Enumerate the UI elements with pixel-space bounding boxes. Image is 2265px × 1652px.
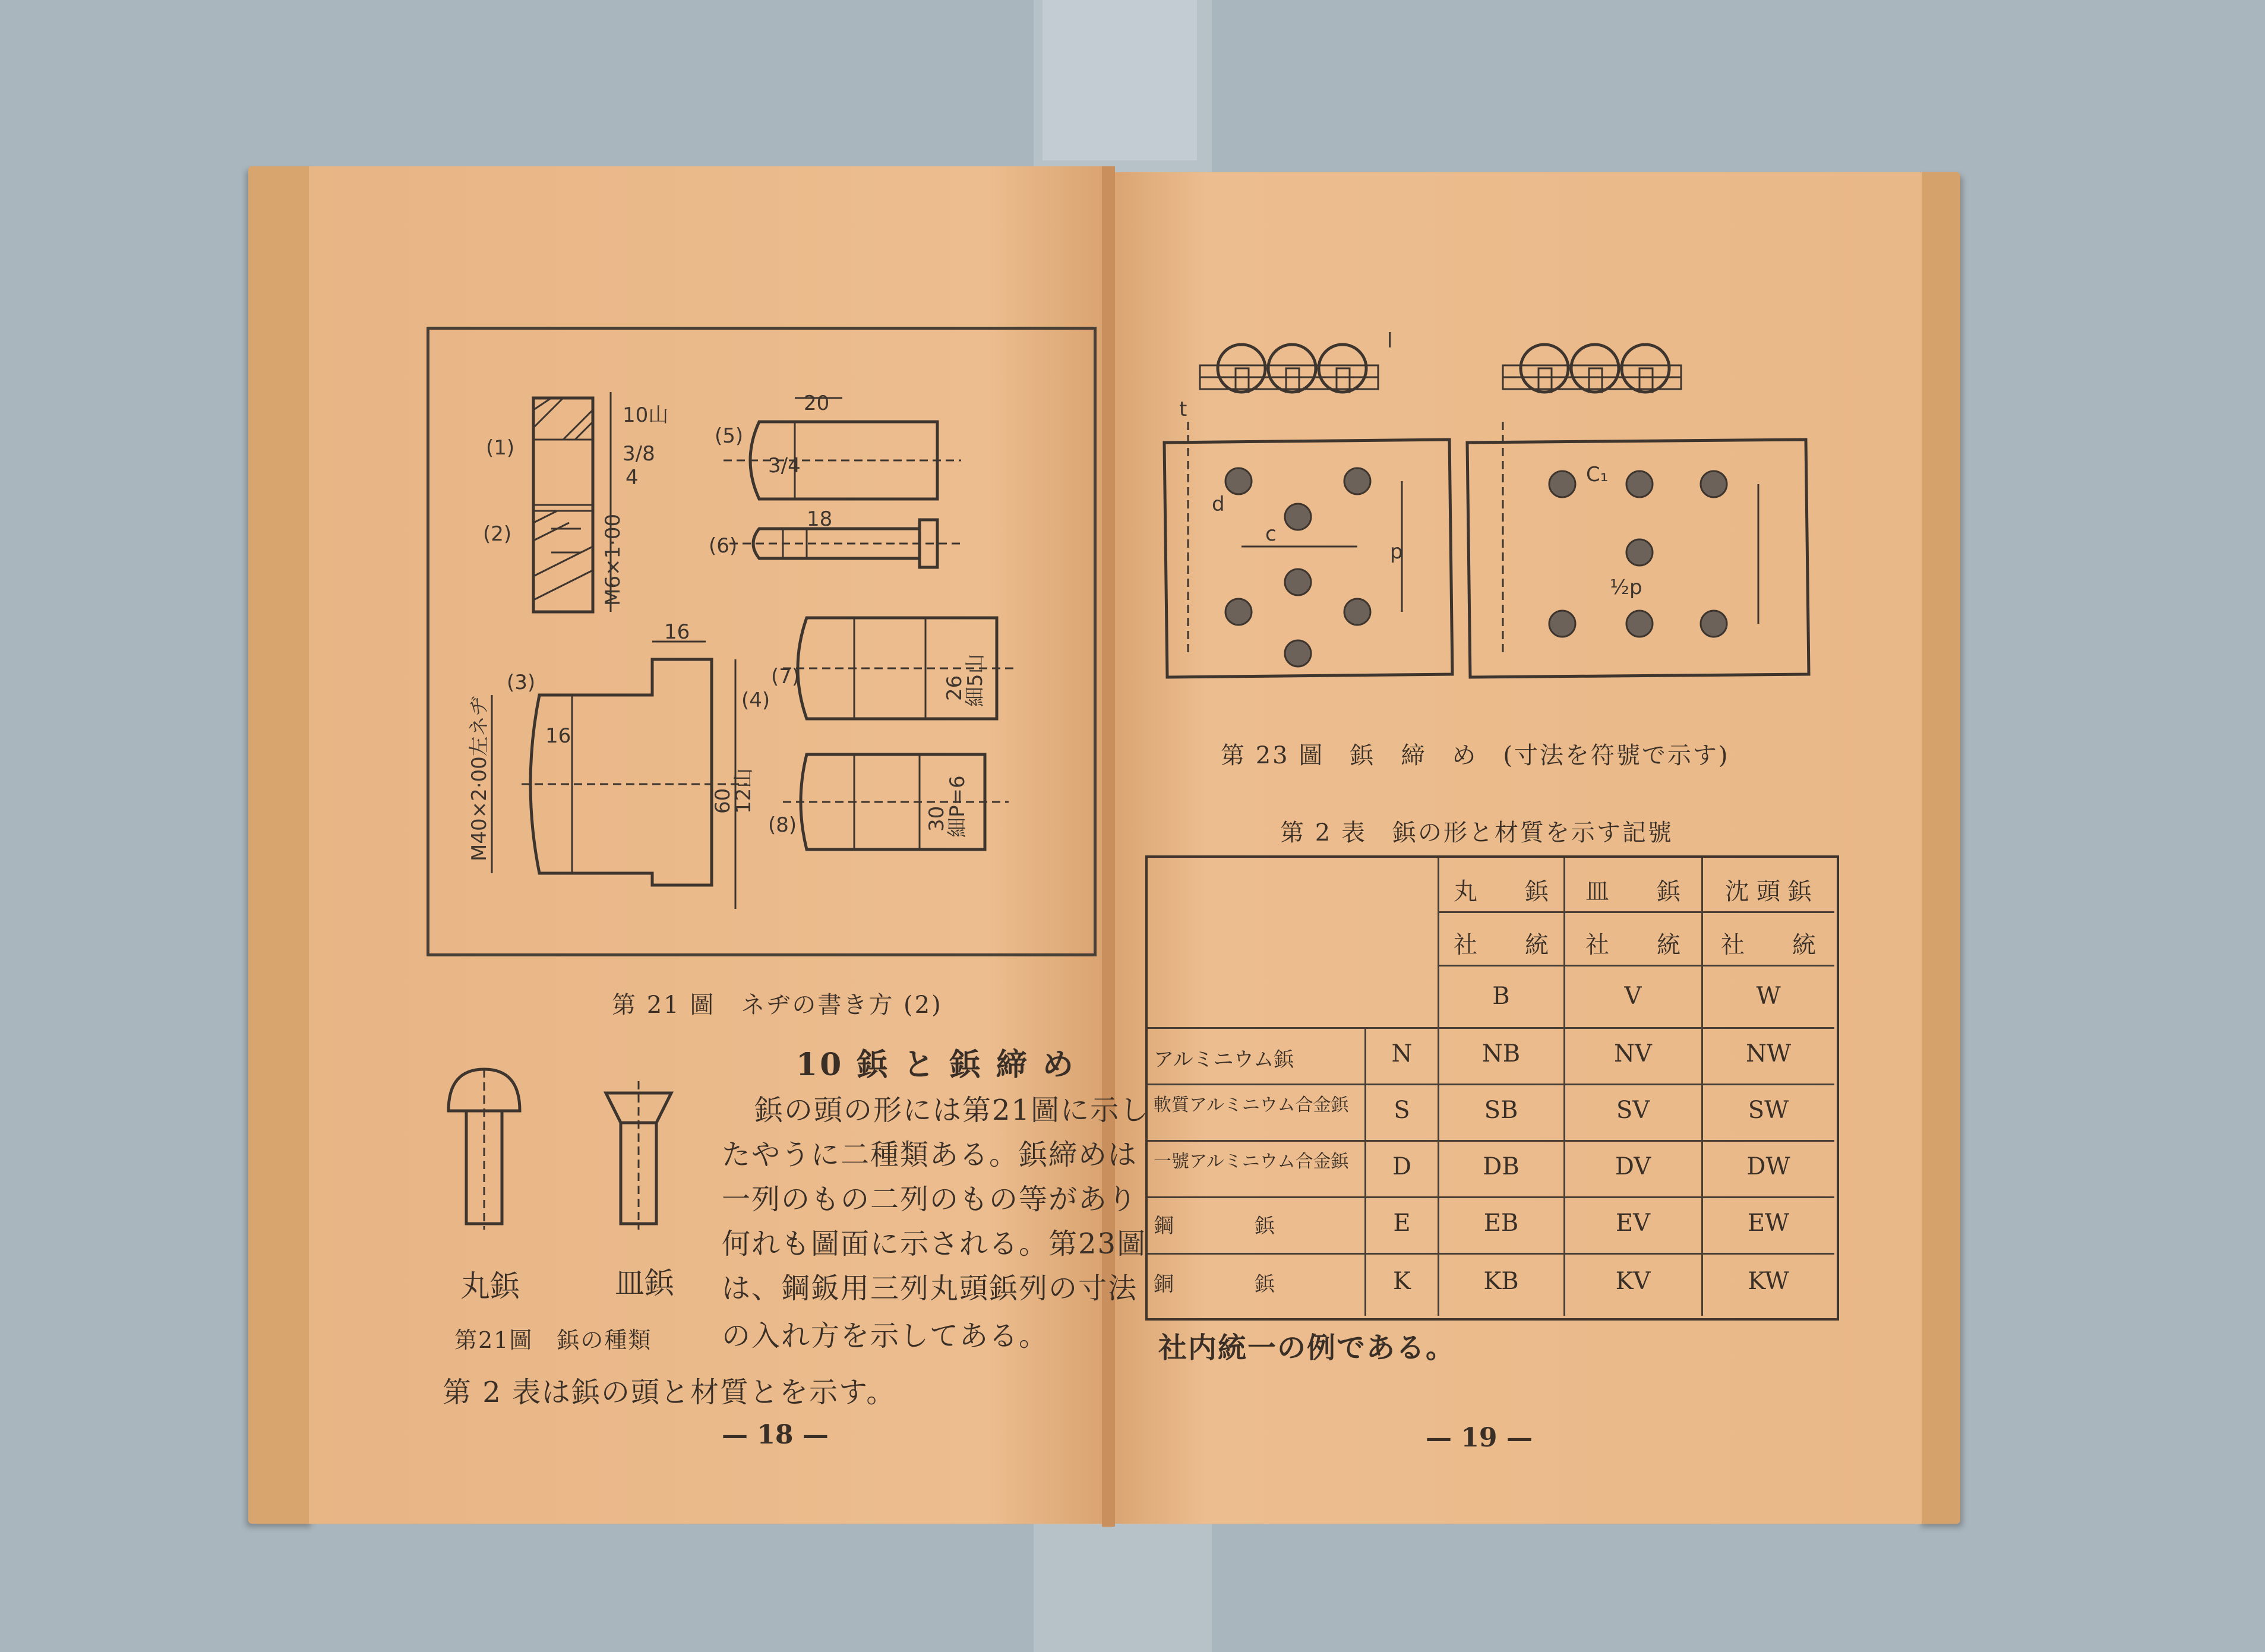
table-cell: NV	[1614, 1040, 1652, 1067]
figure-21-caption: 第 21 圖 ネヂの書き方 (2)	[612, 991, 943, 1019]
fig23-label-c1: C₁	[1586, 463, 1609, 487]
fig21-dim-p6: 細P=6	[946, 775, 969, 838]
fig21-label-6: (6)	[709, 534, 738, 558]
bolt-5-drawing	[724, 398, 961, 499]
table-2	[1145, 855, 1839, 1321]
fig21-label-7: (7)	[771, 665, 800, 688]
round-rivet-label: 丸鋲	[460, 1269, 520, 1303]
fig23-label-l: l	[1387, 329, 1393, 353]
rivet-types-caption: 第21圖 鋲の種類	[454, 1327, 652, 1353]
rivet-joint-right	[1467, 345, 1809, 677]
flat-rivet-label: 皿鋲	[615, 1266, 674, 1300]
paragraph-line: 一列のもの二列のもの等があり	[722, 1183, 1138, 1216]
round-rivet-icon	[448, 1069, 520, 1230]
page-number-left: — 18 —	[722, 1420, 829, 1450]
fig21-dim-26: 26	[943, 675, 966, 701]
table-cell: EV	[1615, 1209, 1651, 1237]
section-title: 10 鋲 と 鋲 締 め	[796, 1047, 1076, 1083]
fig21-label-3: (3)	[507, 671, 536, 694]
table-cell: SV	[1616, 1097, 1650, 1124]
row-material: 鋼 鋲	[1154, 1214, 1275, 1238]
fig21-label-2: (2)	[483, 522, 512, 546]
header-standard: 社 統	[1721, 931, 1816, 959]
fig23-label-t: t	[1179, 397, 1187, 421]
table-cell: DB	[1483, 1153, 1520, 1180]
book-edge-left	[248, 166, 314, 1524]
row-code: D	[1392, 1153, 1412, 1180]
page-number-right: — 19 —	[1426, 1423, 1533, 1453]
fig21-dim-5: 細5山	[964, 653, 987, 707]
row-code: K	[1393, 1268, 1411, 1295]
row-material: アルミニウム鋲	[1154, 1048, 1294, 1072]
header-code: W	[1756, 983, 1781, 1010]
screw-6-drawing	[729, 520, 961, 567]
fig21-label-4: (4)	[741, 688, 770, 712]
row-code: E	[1393, 1209, 1411, 1237]
fig21-dim-60: 60	[711, 788, 735, 814]
table-note: 社内統一の例である。	[1158, 1331, 1456, 1364]
table-cell: KB	[1483, 1268, 1519, 1295]
fig21-dim-12: 12山	[732, 767, 756, 814]
fig21-dim-m40: M40×2·00左ネヂ	[467, 696, 491, 861]
rivet-joint-left	[1164, 345, 1452, 677]
row-material: 軟質アルミニウム合金鋲	[1154, 1095, 1349, 1116]
table-cell: NB	[1481, 1040, 1521, 1067]
header-type: 皿 鋲	[1585, 878, 1680, 905]
rivet-types-drawing	[440, 1057, 677, 1236]
table-cell: NW	[1745, 1040, 1792, 1067]
fig23-label-c: c	[1265, 522, 1277, 546]
fig21-label-5: (5)	[715, 424, 744, 448]
fig21-dim-16a: 16	[664, 620, 690, 644]
table-cell: DW	[1746, 1153, 1790, 1180]
table-cell: SB	[1484, 1097, 1518, 1124]
table-cell: SW	[1748, 1097, 1789, 1124]
fig21-label-8: (8)	[768, 813, 797, 837]
row-material: 一號アルミニウム合金鋲	[1154, 1151, 1349, 1172]
header-standard: 社 統	[1454, 931, 1549, 959]
table-cell: DV	[1615, 1153, 1651, 1180]
fig23-label-p: p	[1390, 540, 1403, 564]
table-2-title: 第 2 表 鋲の形と材質を示す記號	[1280, 819, 1673, 846]
header-code: B	[1492, 983, 1510, 1010]
fig21-dim-16b: 16	[545, 724, 571, 748]
paragraph-line: の入れ方を示してある。	[722, 1319, 1049, 1353]
header-standard: 社 統	[1585, 931, 1680, 959]
nut-section-drawing	[533, 392, 611, 612]
fig21-dim-18: 18	[807, 507, 833, 531]
fig21-label-1: (1)	[486, 436, 515, 460]
header-type: 丸 鋲	[1454, 878, 1549, 905]
table-cell: EB	[1483, 1209, 1519, 1237]
row-material: 銅 鋲	[1154, 1272, 1275, 1296]
header-type: 沈 頭 鋲	[1725, 878, 1812, 905]
table-cell: KV	[1615, 1268, 1651, 1295]
row-code: N	[1391, 1040, 1413, 1067]
fig23-label-half-p: ½p	[1610, 576, 1642, 599]
paragraph-line: 何れも圖面に示される。第23圖	[722, 1227, 1147, 1261]
fig23-label-d: d	[1212, 492, 1225, 516]
figure-21-drawing	[427, 327, 1091, 950]
row-code: S	[1394, 1097, 1410, 1124]
table-cell: EW	[1747, 1209, 1790, 1237]
fig21-dim-m6: M6×1·00	[601, 513, 625, 606]
fig21-dim-38: 3/8	[623, 442, 655, 466]
table-reference-line: 第 2 表は鋲の頭と材質とを示す。	[443, 1376, 896, 1409]
figure-23-caption: 第 23 圖 鋲 締 め (寸法を符號で示す)	[1221, 742, 1730, 769]
fig21-dim-34: 3/4	[768, 454, 801, 478]
fig21-dim-20: 20	[804, 391, 830, 415]
flat-rivet-icon	[606, 1081, 671, 1230]
pipe-8-drawing	[783, 754, 1009, 849]
table-cell: KW	[1748, 1268, 1789, 1295]
background-strip	[1043, 0, 1197, 160]
paragraph-line: たやうに二種類ある。鋲締めは	[722, 1138, 1138, 1171]
figure-23-drawing	[1152, 329, 1830, 689]
paragraph-line: 鋲の頭の形には第21圖に示し	[754, 1094, 1150, 1127]
book-gutter	[1102, 166, 1115, 1527]
fig21-dim-30: 30	[925, 806, 949, 832]
book-edge-right	[1919, 172, 1960, 1524]
header-code: V	[1624, 983, 1642, 1010]
paragraph-line: は、鋼鈑用三列丸頭鋲列の寸法	[722, 1272, 1138, 1305]
fig21-dim-4: 4	[626, 466, 639, 489]
fig21-dim-10: 10山	[623, 403, 669, 427]
